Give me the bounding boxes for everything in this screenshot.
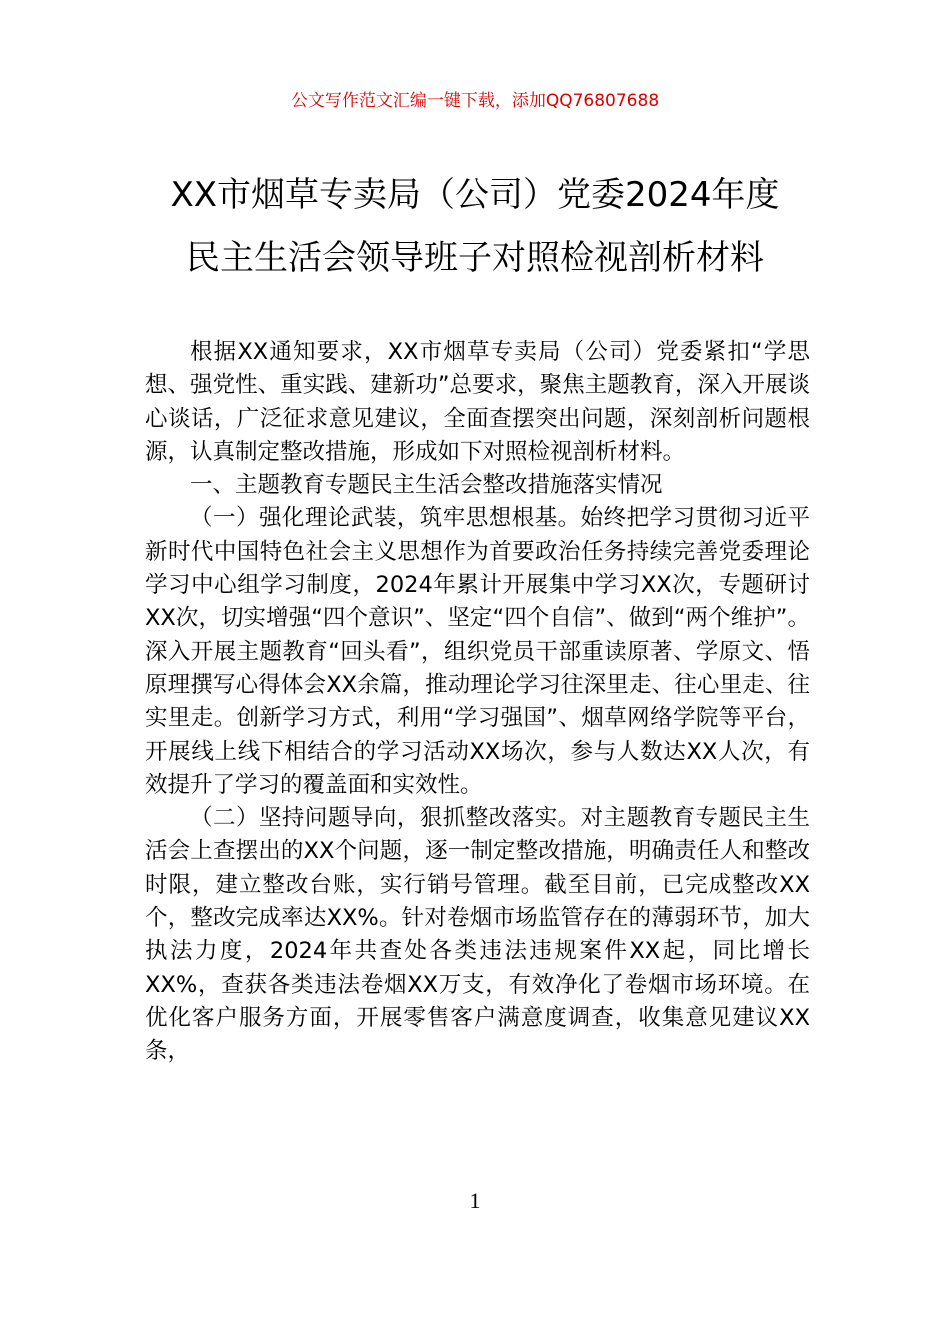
- document-title-line-1: XX市烟草专卖局（公司）党委2024年度: [170, 175, 780, 215]
- document-body: [145, 336, 810, 1069]
- page-number: 1: [469, 1188, 481, 1213]
- body-paragraph: （二）坚持问题导向，狠抓整改落实。对主题教育专题民主生活会上查摆出的XX个问题，逐一制定整改措施，明确责任人和整改时限，建立整改台账，实行销号管理。截至目前，已完成整改XX个，整改完成率达XX%。针对卷烟市场监管存在的薄弱环节，加大执法力度，2024年共查处各类违法违规案件XX起，同比增长XX%，查获各类违法卷烟XX万支，有效净化了卷烟市场环境。在优化客户服务方面，开展零售客户满意度调查，收集意见建议XX条，: [145, 805, 810, 1065]
- body-paragraph: （一）强化理论武装，筑牢思想根基。始终把学习贯彻习近平新时代中国特色社会主义思想作为首要政治任务持续完善党委理论学习中心组学习制度，2024年累计开展集中学习XX次，专题研讨XX次，切实增强“四个意识”、坚定“四个自信”、做到“两个维护”。深入开展主题教育“回头看”，组织党员干部重读原著、学原文、悟原理撰写心得体会XX余篇，推动理论学习往深里走、往心里走、往实里走。创新学习方式，利用“学习强国”、烟草网络学院等平台，开展线上线下相结合的学习活动XX场次，参与人数达XX人次，有效提升了学习的覆盖面和实效性。: [145, 505, 810, 798]
- download-promo-link[interactable]: 公文写作范文汇编一键下载，添加QQ76807688: [290, 91, 660, 111]
- section-heading: 一、主题教育专题民主生活会整改措施落实情况: [190, 472, 663, 499]
- document-title-line-2: 民主生活会领导班子对照检视剖析材料: [186, 238, 764, 278]
- intro-paragraph: 根据XX通知要求，XX市烟草专卖局（公司）党委紧扣“学思想、强党性、重实践、建新功”总要求，聚焦主题教育，深入开展谈心谈话，广泛征求意见建议，全面查摆突出问题，深刻剖析问题根源，认真制定整改措施，形成如下对照检视剖析材料。: [145, 339, 810, 465]
